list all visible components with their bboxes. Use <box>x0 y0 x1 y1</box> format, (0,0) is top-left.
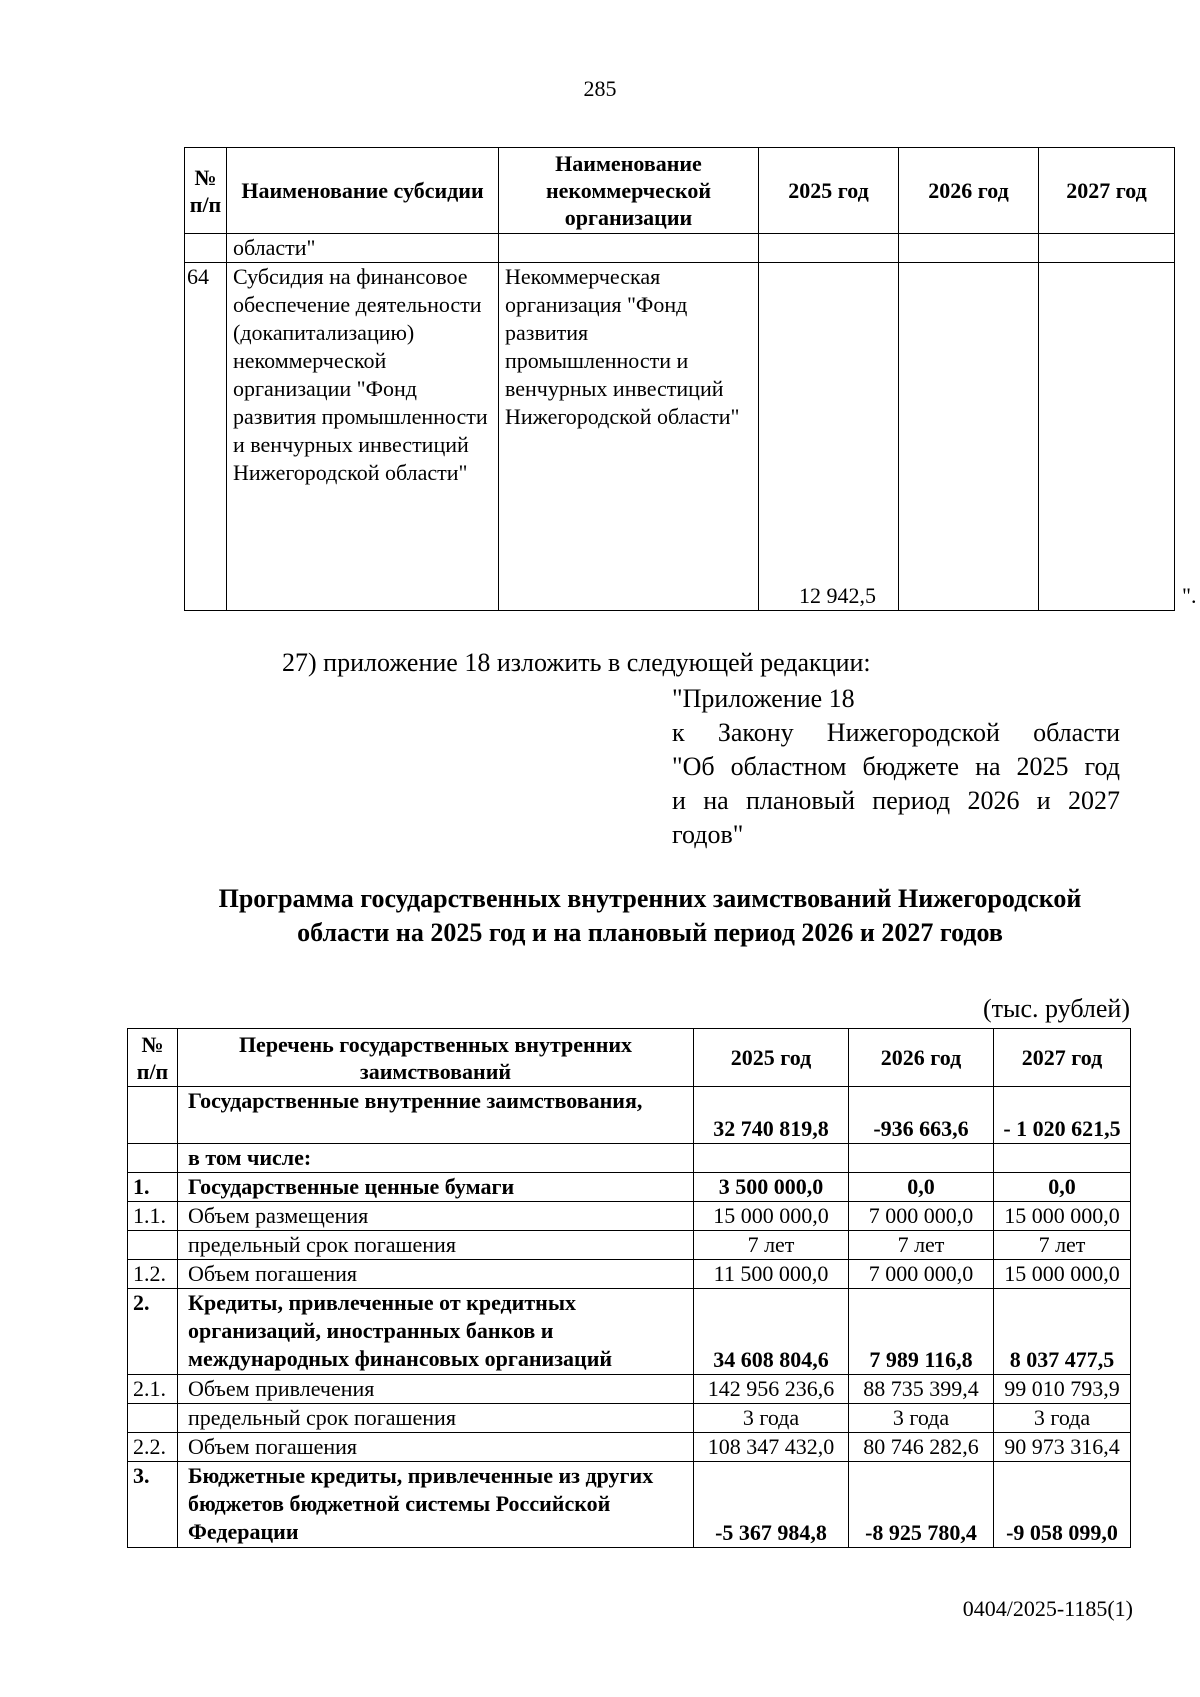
value-2025: 32 740 819,8 <box>694 1087 849 1144</box>
row-name: Государственные ценные бумаги <box>178 1173 694 1202</box>
row-name: Объем погашения <box>178 1260 694 1289</box>
row-num: 2.2. <box>128 1433 178 1462</box>
row-num: 1.1. <box>128 1202 178 1231</box>
row-name: в том числе: <box>178 1144 694 1173</box>
table-row <box>185 234 1175 263</box>
units-label: (тыс. рублей) <box>982 994 1130 1023</box>
row-name: Государственные внутренние заимствования, <box>178 1087 694 1144</box>
value-2026 <box>849 1144 994 1173</box>
appendix-reference <box>672 682 1120 852</box>
table-row <box>128 1173 1131 1202</box>
appendix-line: годов" <box>672 820 744 849</box>
header-borrowings: Перечень государственных внутренних заимствований <box>178 1029 694 1087</box>
table-row <box>128 1462 1131 1548</box>
row-num: 1. <box>128 1173 178 1202</box>
value-2026: 7 лет <box>849 1231 994 1260</box>
value-2025: -5 367 984,8 <box>694 1462 849 1548</box>
row-num <box>128 1404 178 1433</box>
value-2026: 80 746 282,6 <box>849 1433 994 1462</box>
document-code: 0404/2025-1185(1) <box>962 1596 1133 1621</box>
header-2026: 2026 год <box>849 1029 994 1087</box>
header-2026: 2026 год <box>899 148 1039 234</box>
value-2026: 7 989 116,8 <box>849 1289 994 1375</box>
table-row <box>128 1260 1131 1289</box>
value-2026: 7 000 000,0 <box>849 1260 994 1289</box>
borrowings-table <box>127 1028 1131 1548</box>
value-2026: -936 663,6 <box>849 1087 994 1144</box>
org-name: Некоммерческая организация "Фонд развития промышленности и венчурных инвестиций Нижегородской области" <box>499 263 759 611</box>
appendix-line: "Приложение 18 <box>672 684 855 713</box>
table-row <box>128 1087 1131 1144</box>
appendix-line: "Об областном бюджете на 2025 год <box>672 752 1120 781</box>
value-2027: 8 037 477,5 <box>994 1289 1131 1375</box>
row-name: Объем размещения <box>178 1202 694 1231</box>
value-2026: 7 000 000,0 <box>849 1202 994 1231</box>
continuation-text: области" <box>227 234 499 263</box>
value-2026: 3 года <box>849 1404 994 1433</box>
value-2025: 12 942,5 <box>759 263 899 611</box>
value-2027: 3 года <box>994 1404 1131 1433</box>
value-2026: -8 925 780,4 <box>849 1462 994 1548</box>
row-num: 64 <box>185 263 227 611</box>
row-num: 2.1. <box>128 1375 178 1404</box>
row-num <box>128 1231 178 1260</box>
value-2027: -9 058 099,0 <box>994 1462 1131 1548</box>
row-name: предельный срок погашения <box>178 1231 694 1260</box>
table-row <box>128 1144 1131 1173</box>
value-2025: 11 500 000,0 <box>694 1260 849 1289</box>
value-2025: 34 608 804,6 <box>694 1289 849 1375</box>
row-num: 3. <box>128 1462 178 1548</box>
value-2027 <box>1039 263 1175 611</box>
value-2025: 15 000 000,0 <box>694 1202 849 1231</box>
table-row <box>128 1404 1131 1433</box>
table-row <box>128 1202 1131 1231</box>
row-name: предельный срок погашения <box>178 1404 694 1433</box>
row-num: 2. <box>128 1289 178 1375</box>
value-2027: 0,0 <box>994 1173 1131 1202</box>
header-num: № п/п <box>128 1029 178 1087</box>
header-2027: 2027 год <box>1039 148 1175 234</box>
value-2025: 3 года <box>694 1404 849 1433</box>
value-2025: 3 500 000,0 <box>694 1173 849 1202</box>
row-num: 1.2. <box>128 1260 178 1289</box>
value-2027: 7 лет <box>994 1231 1131 1260</box>
amendment-item: 27) приложение 18 изложить в следующей редакции: <box>282 648 871 677</box>
value-2025: 108 347 432,0 <box>694 1433 849 1462</box>
value-2027: 99 010 793,9 <box>994 1375 1131 1404</box>
program-title: Программа государственных внутренних заимствований Нижегородской области на 2025 год и на плановый период 2026 и 2027 годов <box>218 884 1082 947</box>
header-2025: 2025 год <box>694 1029 849 1087</box>
row-name: Объем привлечения <box>178 1375 694 1404</box>
value-2027 <box>994 1144 1131 1173</box>
value-2026: 88 735 399,4 <box>849 1375 994 1404</box>
row-num <box>128 1144 178 1173</box>
header-2027: 2027 год <box>994 1029 1131 1087</box>
row-name: Объем погашения <box>178 1433 694 1462</box>
row-num <box>128 1087 178 1144</box>
value-2027: 15 000 000,0 <box>994 1260 1131 1289</box>
row-name: Бюджетные кредиты, привлеченные из других бюджетов бюджетной системы Российской Федерации <box>178 1462 694 1548</box>
closing-quote: ". <box>1182 583 1197 608</box>
table-row <box>128 1231 1131 1260</box>
appendix-line: и на плановый период 2026 и 2027 <box>672 786 1120 815</box>
subsidy-name: Субсидия на финансовое обеспечение деятельности (докапитализацию) некоммерческой организации "Фонд развития промышленности и венчурных инвестиций Нижегородской области" <box>227 263 499 611</box>
header-subsidy-name: Наименование субсидии <box>227 148 499 234</box>
value-2027: 15 000 000,0 <box>994 1202 1131 1231</box>
value-2026 <box>899 263 1039 611</box>
value-2027: - 1 020 621,5 <box>994 1087 1131 1144</box>
header-num: № п/п <box>185 148 227 234</box>
page-number: 285 <box>583 76 617 101</box>
header-org-name: Наименование некоммерческой организации <box>499 148 759 234</box>
table-row <box>128 1289 1131 1375</box>
value-2026: 0,0 <box>849 1173 994 1202</box>
table-row <box>185 263 1175 611</box>
appendix-line: к Закону Нижегородской области <box>672 718 1120 747</box>
value-2027: 90 973 316,4 <box>994 1433 1131 1462</box>
value-2025 <box>694 1144 849 1173</box>
header-2025: 2025 год <box>759 148 899 234</box>
table-row <box>128 1433 1131 1462</box>
subsidy-table <box>184 147 1175 611</box>
row-name: Кредиты, привлеченные от кредитных организаций, иностранных банков и международных финансовых организаций <box>178 1289 694 1375</box>
value-2025: 7 лет <box>694 1231 849 1260</box>
value-2025: 142 956 236,6 <box>694 1375 849 1404</box>
table-row <box>128 1375 1131 1404</box>
